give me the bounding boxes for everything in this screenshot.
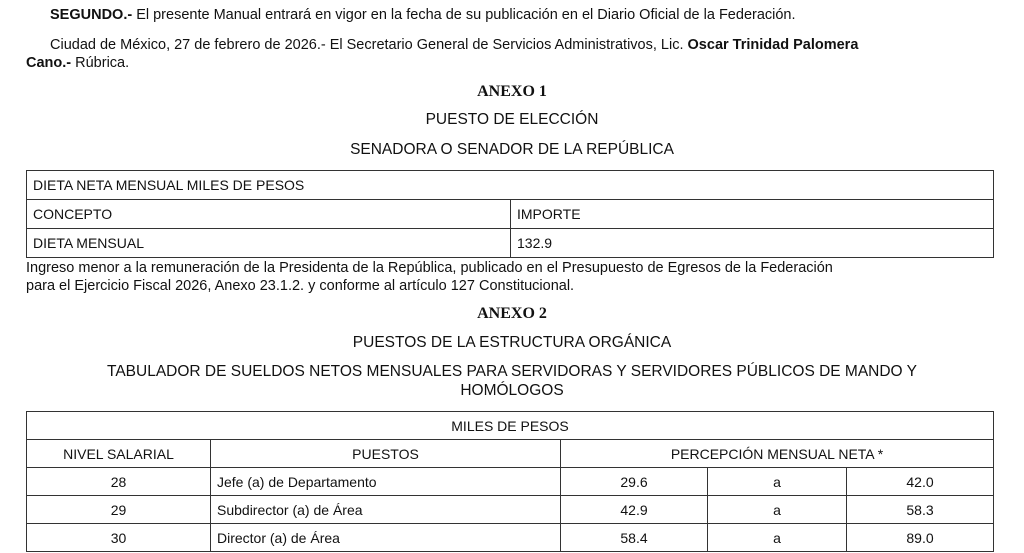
dieta-table-header: DIETA NETA MENSUAL MILES DE PESOS — [27, 171, 994, 200]
dieta-table — [26, 170, 994, 258]
table-row — [27, 229, 994, 258]
anexo1-note-line2: para el Ejercicio Fiscal 2026, Anexo 23.1.2. y conforme al artículo 127 Constitucional. — [26, 278, 575, 294]
column-header-importe: IMPORTE — [511, 200, 994, 229]
cell-max: 58.3 — [847, 496, 994, 524]
tabulador-table-header: MILES DE PESOS — [27, 412, 994, 440]
tabulador-table — [26, 411, 994, 552]
cell-nivel: 29 — [27, 496, 211, 524]
column-header-concepto: CONCEPTO — [27, 200, 511, 229]
column-header-percepcion: PERCEPCIÓN MENSUAL NETA * — [561, 440, 994, 468]
cell-min: 29.6 — [561, 468, 708, 496]
cell-min: 42.9 — [561, 496, 708, 524]
anexo2-title: ANEXO 2 — [477, 305, 547, 322]
cell-puesto: Subdirector (a) de Área — [211, 496, 561, 524]
signature-line-1 — [50, 36, 858, 54]
anexo2-subtitle-estructura: PUESTOS DE LA ESTRUCTURA ORGÁNICA — [352, 334, 672, 351]
table-row — [27, 200, 994, 229]
table-row — [27, 496, 994, 524]
table-row — [27, 524, 994, 552]
cell-importe: 132.9 — [511, 229, 994, 258]
segundo-label: SEGUNDO.- — [50, 7, 133, 23]
signatory-name-part2: Cano.- — [26, 55, 72, 71]
anexo2-subtitle-tabulador-line2: HOMÓLOGOS — [460, 382, 564, 399]
signatory-name-part1: Oscar Trinidad Palomera — [687, 37, 859, 53]
cell-nivel: 28 — [27, 468, 211, 496]
anexo1-title: ANEXO 1 — [477, 83, 547, 100]
cell-max: 89.0 — [847, 524, 994, 552]
table-row — [27, 171, 994, 200]
cell-puesto: Jefe (a) de Departamento — [211, 468, 561, 496]
cell-separator: a — [708, 468, 847, 496]
cell-min: 58.4 — [561, 524, 708, 552]
anexo1-note-line1: Ingreso menor a la remuneración de la Presidenta de la República, publicado en el Presupuesto de Egresos de la Federación — [26, 260, 833, 276]
cell-separator: a — [708, 496, 847, 524]
signature-line-2 — [26, 54, 129, 72]
anexo1-subtitle-puesto: PUESTO DE ELECCIÓN — [425, 111, 599, 128]
table-row — [27, 412, 994, 440]
segundo-paragraph — [50, 6, 796, 24]
anexo2-subtitle-tabulador-line1: TABULADOR DE SUELDOS NETOS MENSUALES PARA SERVIDORAS Y SERVIDORES PÚBLICOS DE MANDO Y — [107, 363, 917, 380]
signature-rubrica: Rúbrica. — [71, 55, 130, 71]
cell-concepto: DIETA MENSUAL — [27, 229, 511, 258]
column-header-nivel: NIVEL SALARIAL — [27, 440, 211, 468]
cell-puesto: Director (a) de Área — [211, 524, 561, 552]
signature-place-date: Ciudad de México, 27 de febrero de 2026.- El Secretario General de Servicios Administrativos, Lic. — [50, 37, 688, 53]
column-header-puestos: PUESTOS — [211, 440, 561, 468]
table-row — [27, 440, 994, 468]
cell-nivel: 30 — [27, 524, 211, 552]
segundo-text: El presente Manual entrará en vigor en la fecha de su publicación en el Diario Oficial de la Federación. — [132, 7, 796, 23]
table-row — [27, 468, 994, 496]
cell-separator: a — [708, 524, 847, 552]
cell-max: 42.0 — [847, 468, 994, 496]
anexo1-subtitle-senadora: SENADORA O SENADOR DE LA REPÚBLICA — [350, 141, 674, 158]
